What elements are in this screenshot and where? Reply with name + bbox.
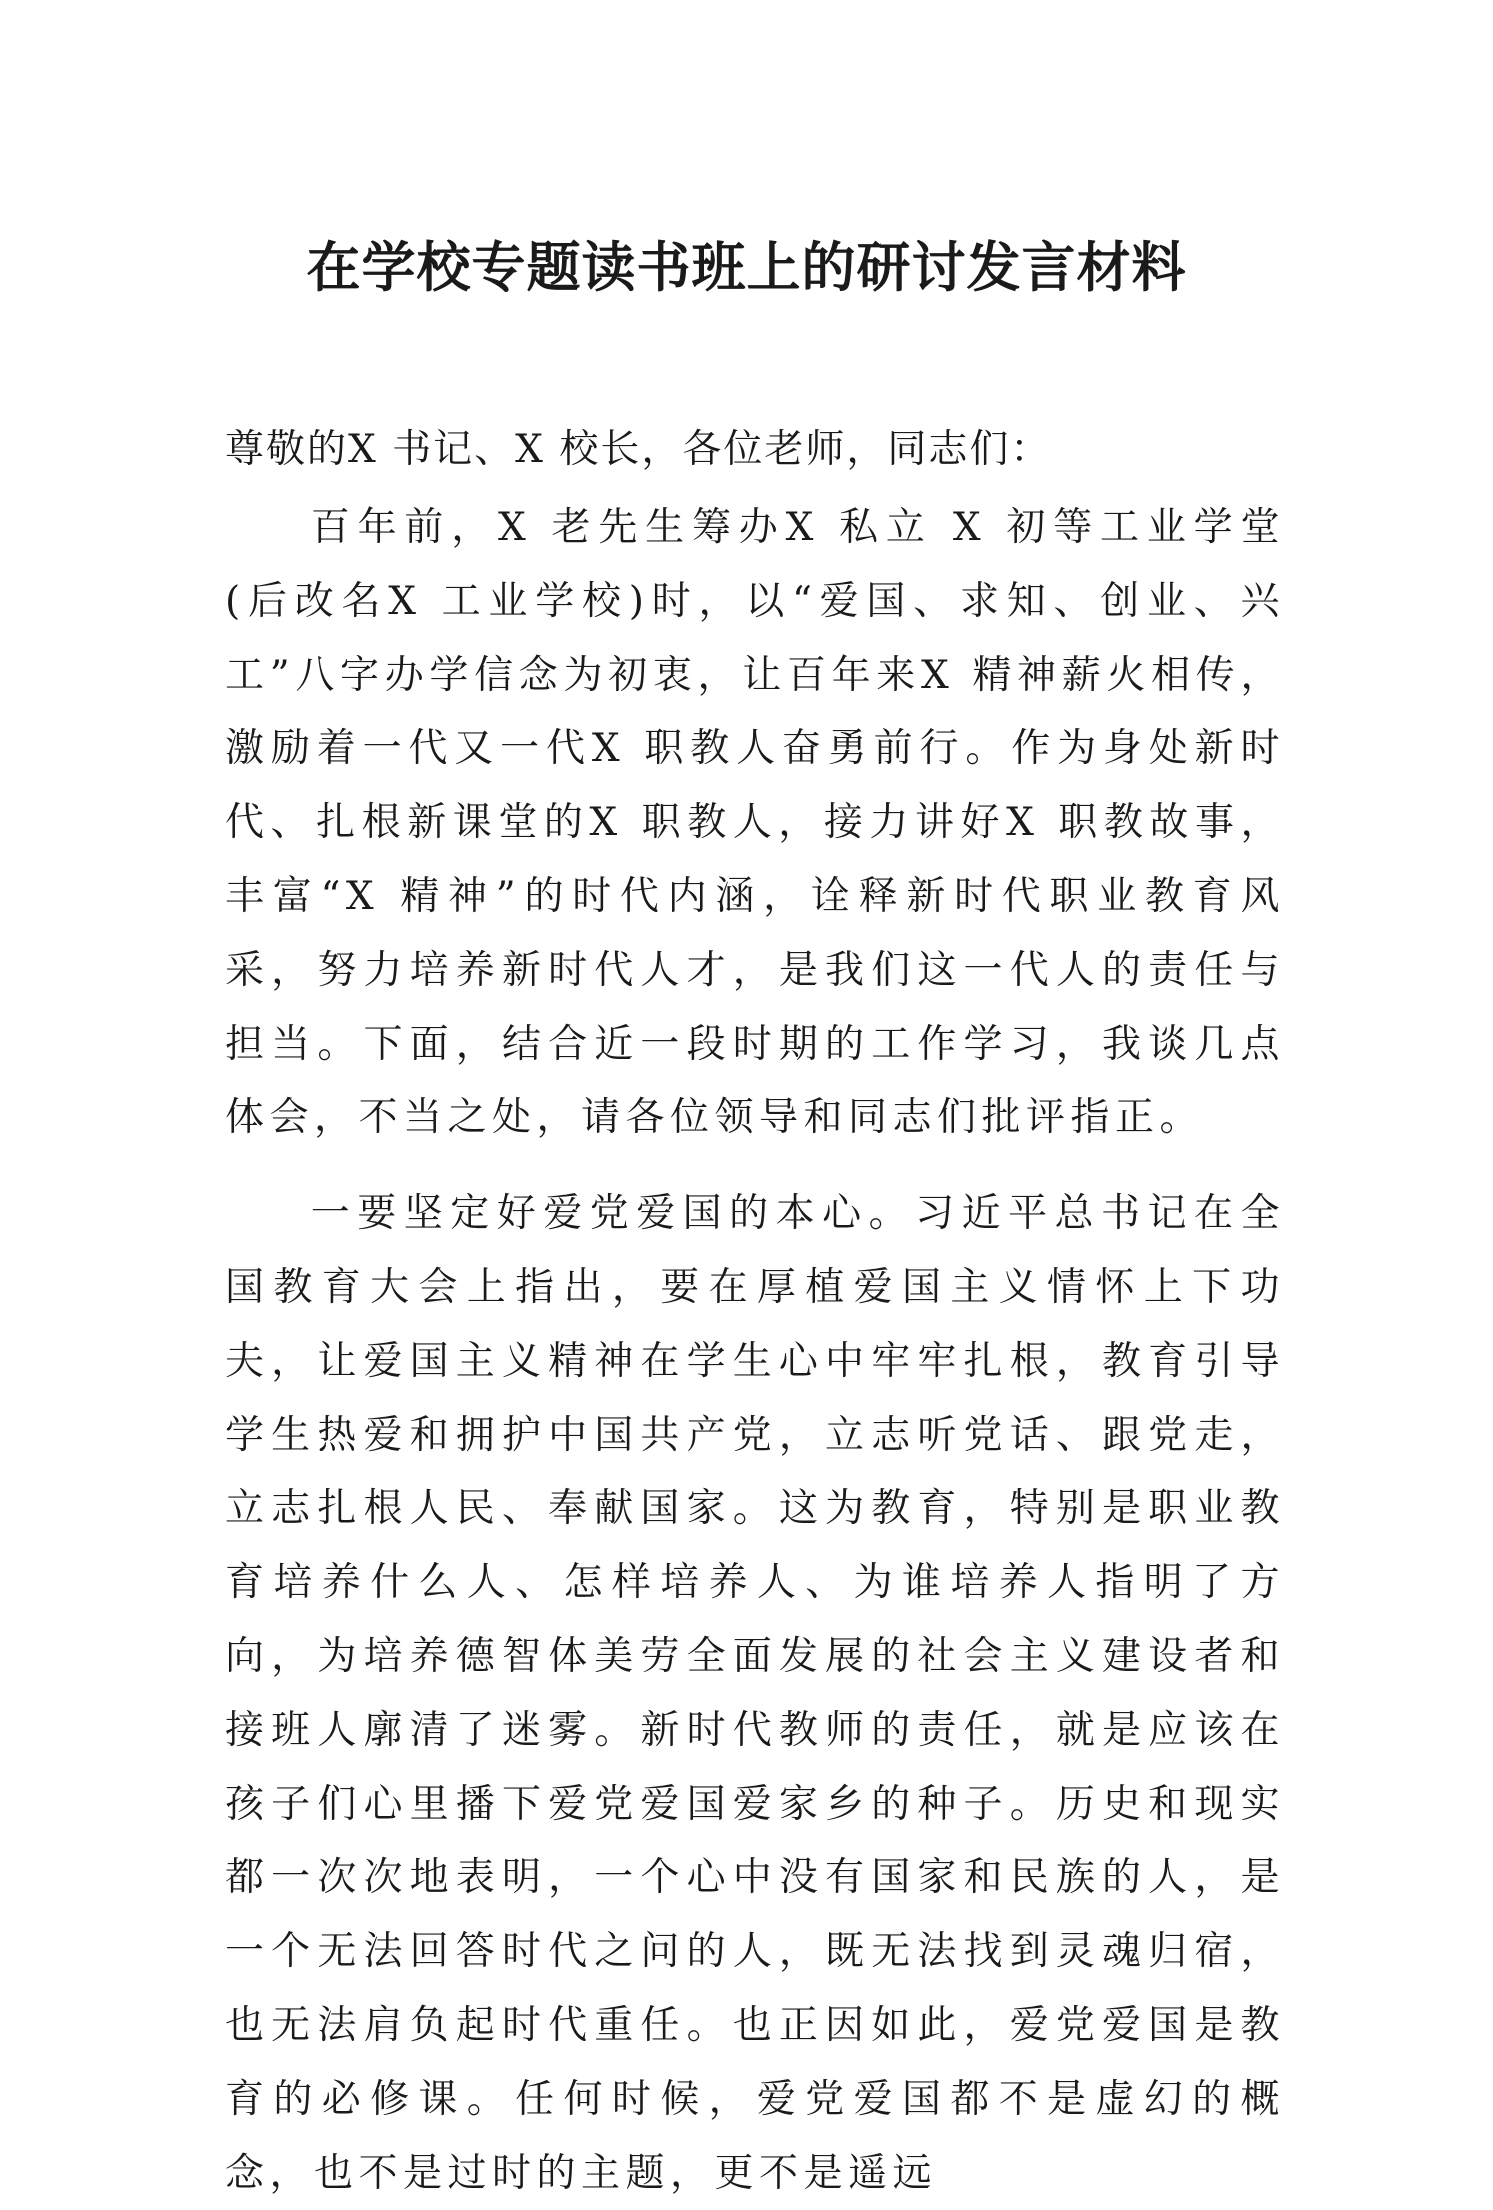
- salutation: 尊敬的X 书记、X 校长，各位老师，同志们：: [225, 427, 1052, 472]
- document-title: 在学校专题读书班上的研讨发言材料: [306, 236, 1187, 299]
- paragraph-point-one: 一要坚定好爱党爱国的本心。习近平总书记在全国教育大会上指出，要在厚植爱国主义情怀上下功夫，让爱国主义精神在学生心中牢牢扎根，教育引导学生热爱和拥护中国共产党，立志听党话、跟党走，立志扎根人民、奉献国家。这为教育，特别是职业教育培养什么人、怎样培养人、为谁培养人指明了方向，为培养德智体美劳全面发展的社会主义建设者和接班人廓清了迷雾。新时代教师的责任，就是应该在孩子们心里播下爱党爱国爱家乡的种子。历史和现实都一次次地表明，一个心中没有国家和民族的人，是一个无法回答时代之问的人，既无法找到灵魂归宿，也无法肩负起时代重任。也正因如此，爱党爱国是教育的必修课。任何时候，爱党爱国都不是虚幻的概念，也不是过时的主题，更不是遥远: [225, 1191, 1285, 2196]
- document-body: [225, 409, 1285, 2210]
- paragraph-intro: 百年前，X 老先生筹办X 私立 X 初等工业学堂(后改名X 工业学校)时，以“爱国、求知、创业、兴工”八字办学信念为初衷，让百年来X 精神薪火相传，激励着一代又一代X 职教人奋勇前行。作为身处新时代、扎根新课堂的X 职教人，接力讲好X 职教故事，丰富“X 精神”的时代内涵，诠释新时代职业教育风采，努力培养新时代人才，是我们这一代人的责任与担当。下面，结合近一段时期的工作学习，我谈几点体会，不当之处，请各位领导和同志们批评指正。: [225, 505, 1285, 1141]
